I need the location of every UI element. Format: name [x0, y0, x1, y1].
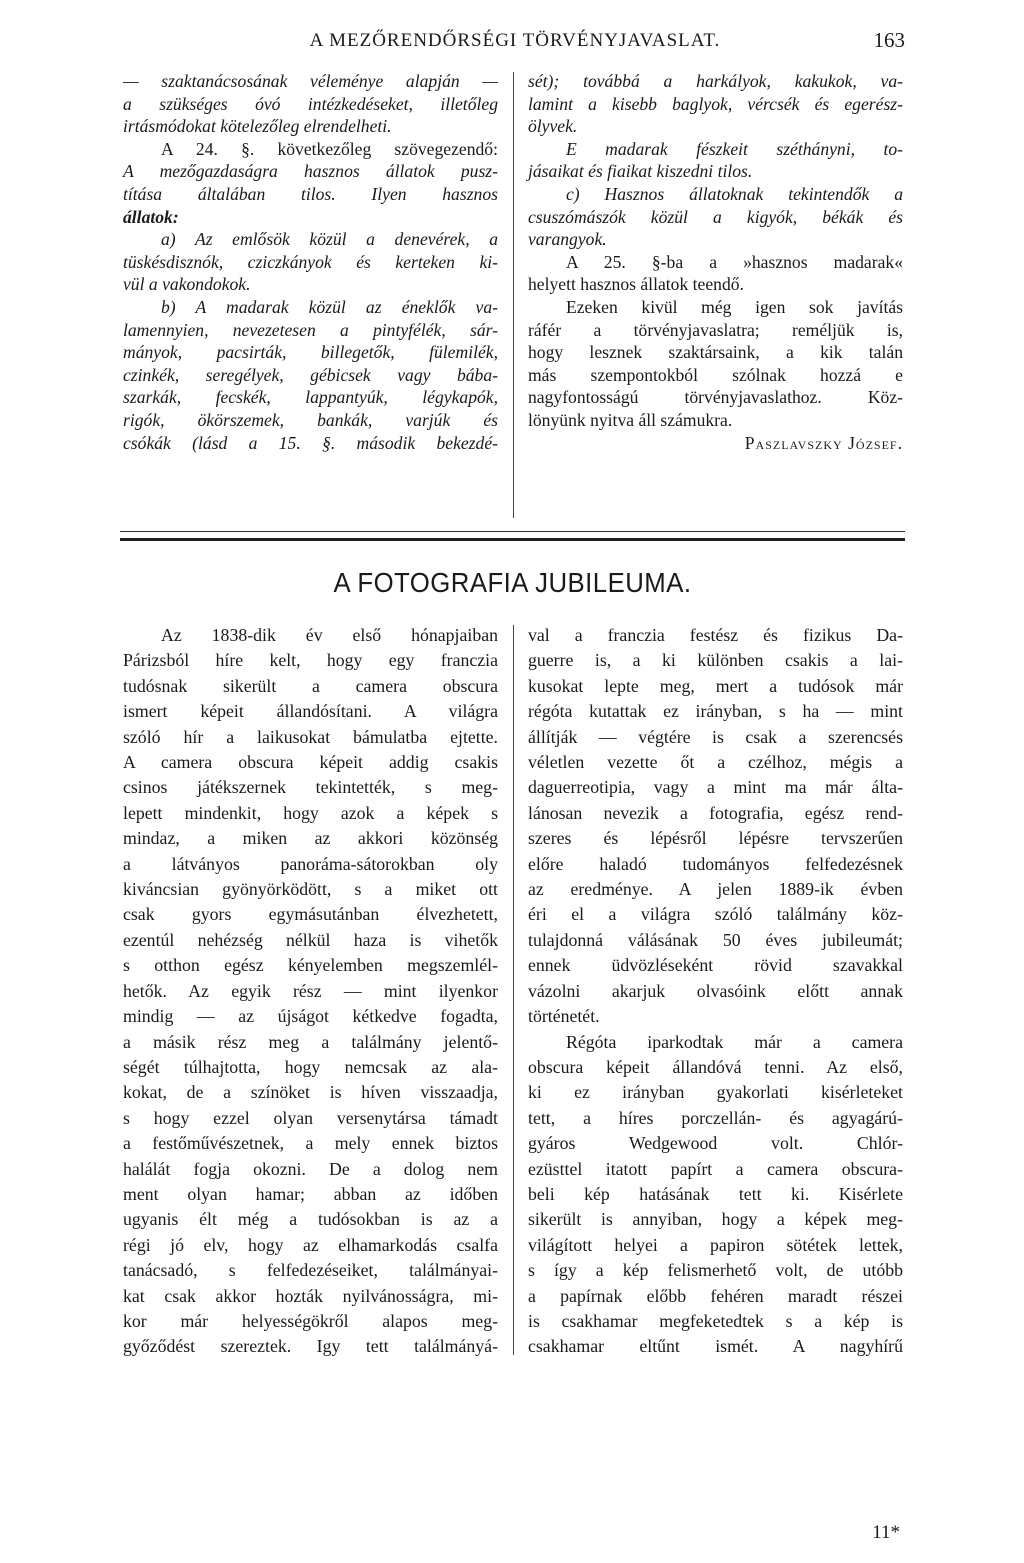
- text-line: a papírnak előbb fehéren maradt részei: [528, 1285, 903, 1306]
- text-line: csakhamar eltűnt ismét. A nagyhírű: [528, 1336, 903, 1357]
- text-line: A mezőgazdaságra hasznos állatok pusz-: [123, 161, 498, 182]
- text-line: A camera obscura képeit addig csakis: [123, 752, 498, 773]
- text-line: a festőművészetnek, a mely ennek biztos: [123, 1133, 498, 1154]
- text-line: vázolni akarjuk olvasóink előtt annak: [528, 980, 903, 1001]
- text-line: csókák (lásd a 15. §. második bekezdé-: [123, 432, 498, 453]
- text-line: val a franczia festész és fizikus Da-: [528, 625, 903, 645]
- page-number: 163: [873, 28, 905, 52]
- text-line: állítják — végtére is csak a szerencsés: [528, 726, 903, 747]
- text-line: csak gyors egymásutánban élvezhetett,: [123, 904, 498, 925]
- text-line: tulajdonná válásának 50 éves jubileumát;: [528, 929, 903, 950]
- text-line: szóló hír a laikusokat bámulatba ejtette.: [123, 726, 498, 747]
- text-line: A 24. §. következőleg szövegezendő:: [161, 138, 498, 159]
- column-divider: [513, 625, 514, 1355]
- text-line: vül a vakondokok.: [123, 274, 251, 295]
- text-line: ennek üdvözléseként rövid szavakkal: [528, 955, 903, 976]
- text-line: E madarak fészkeit széthányni, to-: [566, 138, 903, 159]
- text-line: sikerült is annyiban, hogy a képek meg-: [528, 1209, 903, 1230]
- text-line: ölyvek.: [528, 116, 578, 137]
- text-line: varangyok.: [528, 229, 607, 250]
- signature-mark: 11*: [872, 1522, 900, 1543]
- text-line: daguerreotipia, vagy a mint ma már álta-: [528, 777, 903, 798]
- text-line: történetét.: [528, 1006, 600, 1027]
- text-line: a látványos panoráma-sátorokban oly: [123, 853, 498, 874]
- text-line: ségét túlhajtotta, hogy nemcsak az ala-: [123, 1056, 498, 1077]
- text-line: kusokat lepte meg, mert a tudósok már: [528, 675, 903, 696]
- top-left-column: [123, 70, 498, 454]
- text-line: czinkék, seregélyek, gébicsek vagy bába-: [123, 364, 498, 385]
- text-line: régóta kutattak ez irányban, s ha — mint: [528, 701, 903, 722]
- text-line: gyáros Wedgewood volt. Chlór-: [528, 1133, 903, 1154]
- text-line: tett, a híres porczellán- és agyagárú-: [528, 1107, 903, 1128]
- text-line: s így a kép felismerhető volt, de utóbb: [528, 1260, 903, 1281]
- text-line: kor már helyességökről alapos meg-: [123, 1310, 498, 1331]
- text-line: csuszómászók közül a kigyók, békák és: [528, 206, 903, 227]
- text-line: obscura képeit állandóvá tenni. Az első,: [528, 1056, 903, 1077]
- text-line: állatok:: [123, 206, 179, 227]
- text-line: halálát fogja okozni. De a dolog nem: [123, 1158, 498, 1179]
- text-line: lepett mindenkit, hogy azok a képek s: [123, 802, 498, 823]
- text-line: Az 1838-dik év első hónapjaiban: [161, 625, 498, 645]
- text-line: véletlen vezette őt a czélhoz, mégis a: [528, 752, 903, 773]
- text-line: lönyünk nyitva áll számukra.: [528, 409, 733, 430]
- text-line: A 25. §-ba a »hasznos madarak«: [566, 251, 903, 272]
- text-line: ment olyan hamar; abban az időben: [123, 1183, 498, 1204]
- text-line: mindaz, a miken az akkori közönség: [123, 828, 498, 849]
- text-line: ezüsttel itatott papírt a camera obscura-: [528, 1158, 903, 1179]
- text-line: helyett hasznos állatok teendő.: [528, 274, 744, 295]
- text-line: — szaktanácsosának véleménye alapján —: [123, 71, 498, 91]
- article-title: A FOTOGRAFIA JUBILEUMA.: [333, 567, 692, 598]
- text-line: rigók, ökörszemek, bankák, varjúk és: [123, 409, 498, 430]
- text-line: beli kép hatásának tett ki. Kisérlete: [528, 1183, 903, 1204]
- text-line: a másik rész meg a találmány jelentő-: [123, 1031, 498, 1052]
- text-line: b) A madarak közül az éneklők va-: [161, 296, 498, 317]
- text-line: nagyfontosságú törvényjavaslathoz. Köz-: [528, 387, 903, 408]
- text-line: szarkák, fecskék, lappantyúk, légykapók,: [123, 387, 498, 408]
- text-line: s hogy ezzel olyan versenytársa támadt: [123, 1107, 498, 1128]
- top-right-column: [528, 70, 903, 454]
- text-line: hetők. Az egyik rész — mint ilyenkor: [123, 980, 498, 1001]
- text-line: Régóta iparkodtak már a camera: [566, 1031, 903, 1052]
- text-line: hogy lesznek szaktársaink, a kik talán: [528, 342, 903, 363]
- text-line: c) Hasznos állatoknak tekintendők a: [566, 183, 903, 204]
- text-line: az eredménye. A jelen 1889-ik évben: [528, 879, 903, 900]
- text-line: títása általában tilos. Ilyen hasznos: [123, 183, 498, 204]
- text-line: kokat, de a színöket is híven visszaadja,: [123, 1082, 498, 1103]
- text-line: Párizsból híre kelt, hogy egy franczia: [123, 650, 498, 671]
- text-line: lánosan nevezik a fotografia, egész rend-: [528, 802, 903, 823]
- text-line: irtásmódokat kötelezőleg elrendelheti.: [123, 116, 392, 137]
- text-line: szeres és lépésről lépésre tervszerűen: [528, 828, 903, 849]
- text-line: lamint a kisebb baglyok, vércsék és egerész-: [528, 93, 903, 114]
- text-line: régi jó elv, hogy az elhamarkodás csalfa: [123, 1234, 498, 1255]
- text-line: ugyanis élt még a tudósokban is az a: [123, 1209, 498, 1230]
- text-line: tanácsadó, s felfedezéseiket, találmányai-: [123, 1260, 498, 1281]
- bottom-right-column: [528, 623, 903, 1360]
- text-line: ezentúl nehézség nélkül haza is vihetők: [123, 929, 498, 950]
- text-line: lamennyien, nevezetesen a pintyfélék, sár-: [123, 319, 498, 340]
- text-line: a) Az emlősök közül a denevérek, a: [161, 229, 498, 250]
- text-line: s otthon egész kényelemben megszemlél-: [123, 955, 498, 976]
- text-line: sét); továbbá a harkályok, kakukok, va-: [528, 71, 903, 91]
- text-line: csinos játékszernek tekintették, s meg-: [123, 777, 498, 798]
- text-line: mányok, pacsirták, billegetők, fülemilék,: [123, 342, 498, 363]
- text-line: kiváncsian gyönyörködött, s a miket ott: [123, 879, 498, 900]
- text-line: tudósnak sikerült a camera obscura: [123, 675, 498, 696]
- text-line: is csakhamar megfeketedtek s a kép is: [528, 1310, 903, 1331]
- text-line: győződést szereztek. Igy tett találmányá-: [123, 1336, 498, 1357]
- text-line: világított helyei a papiron sötétek lettek,: [528, 1234, 903, 1255]
- author-signature: Paszlavszky József.: [744, 432, 903, 453]
- section-rule-thick: [120, 538, 905, 541]
- text-line: előre haladó tudományos felfedezésnek: [528, 853, 903, 874]
- running-title: A MEZŐRENDŐRSÉGI TÖRVÉNYJAVASLAT.: [309, 30, 721, 51]
- text-line: mindig — az újságot kétkedve fogadta,: [123, 1006, 498, 1027]
- text-line: ismert képeit állandósítani. A világra: [123, 701, 498, 722]
- text-line: ki ez irányban gyakorlati kisérleteket: [528, 1082, 903, 1103]
- text-line: éri el a világra szóló találmány köz-: [528, 904, 903, 925]
- bottom-left-column: [123, 623, 498, 1360]
- text-line: ráfér a törvényjavaslatra; reméljük is,: [528, 319, 903, 340]
- text-line: Ezeken kivül még igen sok javítás: [566, 296, 903, 317]
- text-line: a szükséges óvó intézkedéseket, illetőleg: [123, 93, 498, 114]
- text-line: más szempontokból szólnak hozzá e: [528, 364, 903, 385]
- text-line: guerre is, a ki különben csakis a lai-: [528, 650, 903, 671]
- column-divider: [513, 72, 514, 518]
- text-line: kat csak akkor hozták nyilvánosságra, mi-: [123, 1285, 498, 1306]
- text-line: jásaikat és fiaikat kiszedni tilos.: [528, 161, 753, 182]
- text-line: tüskésdisznók, cziczkányok és kerteken ki-: [123, 251, 498, 272]
- section-rule-thin: [120, 531, 905, 532]
